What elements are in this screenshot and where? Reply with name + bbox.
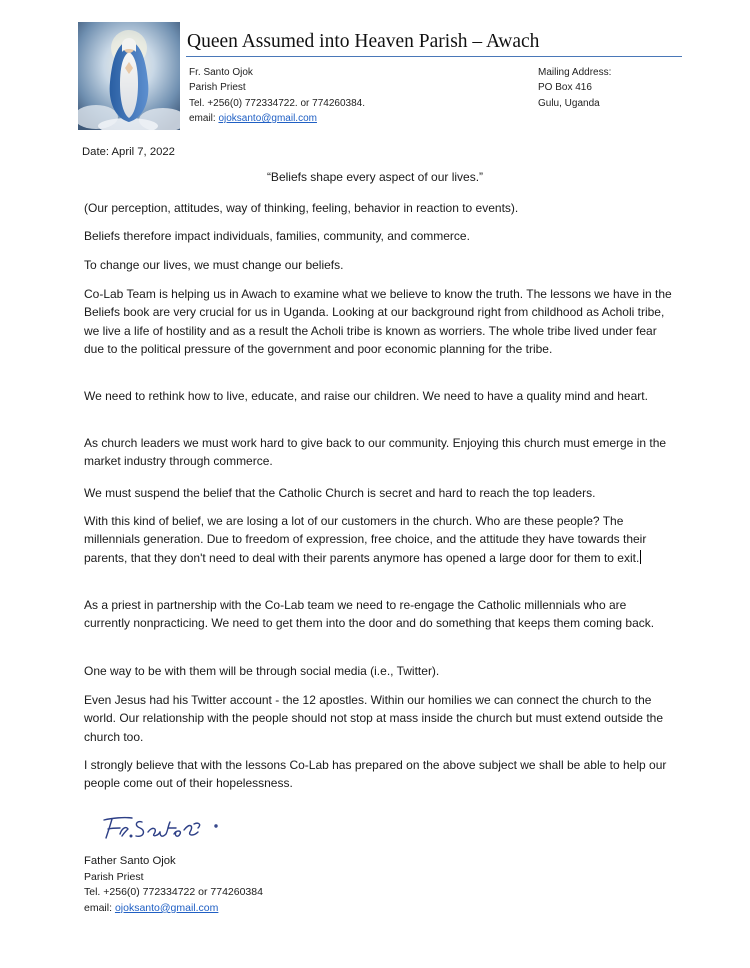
signer-name: Father Santo Ojok	[84, 855, 176, 867]
handwritten-signature	[98, 812, 248, 846]
body-paragraph-text: With this kind of belief, we are losing a lot of our customers in the church. Who are these people? The millennials generation. Due to freedom of expression, free choice, and the attitude they have towards their parents, that they don't need to deal with their parents anymore has opened a large door for them to exit.	[84, 514, 647, 565]
signer-email-line	[84, 901, 263, 917]
body-paragraph: Even Jesus had his Twitter account - the 12 apostles. Within our homilies we can connect the church to the world. Our relationship with the people should not stop at mass inside the church but must extend outside the church too.	[84, 693, 663, 744]
body-paragraph: We need to rethink how to live, educate, and raise our children. We need to have a quality mind and heart.	[84, 389, 648, 403]
mailing-address-label: Mailing Address:	[538, 67, 612, 78]
email-label: email:	[84, 901, 115, 914]
priest-telephone: Tel. +256(0) 772334722. or 774260384.	[189, 97, 365, 109]
priest-contact-info	[189, 65, 365, 126]
text-cursor	[640, 550, 641, 564]
body-paragraph: Beliefs therefore impact individuals, families, community, and commerce.	[84, 229, 470, 243]
header-email-link[interactable]: ojoksanto@gmail.com	[218, 112, 317, 124]
signer-title: Parish Priest	[84, 870, 144, 883]
signer-telephone: Tel. +256(0) 772334722 or 774260384	[84, 886, 263, 899]
priest-title: Parish Priest	[189, 82, 246, 94]
mailing-address	[538, 65, 611, 111]
priest-email-line	[189, 111, 365, 126]
letter-quote: “Beliefs shape every aspect of our lives.”	[266, 170, 484, 184]
body-paragraph: (Our perception, attitudes, way of thinking, feeling, behavior in reaction to events).	[84, 201, 519, 215]
body-paragraph: I strongly believe that with the lessons Co-Lab has prepared on the above subject we shall be able to help our people come out of their hopelessness.	[84, 758, 667, 791]
body-paragraph: Co-Lab Team is helping us in Awach to examine what we believe to know the truth. The lessons we have in the Beliefs book are very crucial for us in Uganda. Looking at our background right from childhood as Acholi tribe, we live a life of hostility and as a result the Acholi tribe is known as worriers. The whole tribe lived under fear due to the political pressure of the government and poor economic planning for the tribe.	[84, 287, 672, 356]
body-paragraph: As church leaders we must work hard to give back to our community. Enjoying this church must emerge in the market industry through commerce.	[84, 436, 667, 469]
body-paragraph-with-cursor	[84, 512, 674, 567]
priest-name: Fr. Santo Ojok	[189, 67, 253, 78]
header-divider	[186, 56, 682, 57]
parish-name: Queen Assumed into Heaven Parish – Awach	[187, 31, 540, 52]
body-paragraph: As a priest in partnership with the Co-Lab team we need to re-engage the Catholic millennials who are currently nonpracticing. We need to get them into the door and do something that keeps them coming back.	[84, 598, 655, 631]
po-box: PO Box 416	[538, 82, 592, 94]
city: Gulu, Uganda	[538, 97, 600, 109]
signature-email-link[interactable]: ojoksanto@gmail.com	[114, 901, 219, 914]
body-paragraph: One way to be with them will be through social media (i.e., Twitter).	[84, 664, 440, 678]
signature-block	[84, 854, 263, 916]
body-paragraph: We must suspend the belief that the Catholic Church is secret and hard to reach the top leaders.	[84, 486, 596, 500]
body-paragraph: To change our lives, we must change our beliefs.	[84, 258, 344, 272]
email-label: email:	[189, 112, 219, 124]
madonna-image	[78, 22, 180, 130]
letter-date: Date: April 7, 2022	[82, 146, 175, 158]
